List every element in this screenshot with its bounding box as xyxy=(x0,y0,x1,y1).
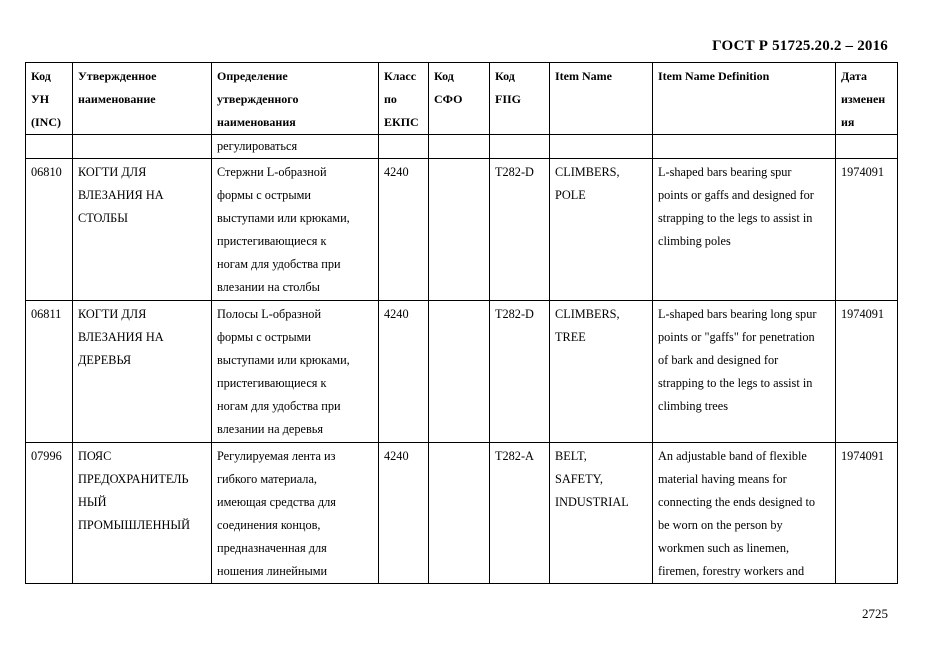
item-name-cell: CLIMBERS, TREE xyxy=(550,301,653,443)
header-row xyxy=(26,63,898,135)
item-definition-cell: An adjustable band of flexible material having means for connecting the ends designed to be worn on the person by workmen such as linemen, firemen, forestry workers and xyxy=(653,443,836,584)
col-header-date: Дата изменен ия xyxy=(836,63,898,135)
sfo-cell xyxy=(429,301,490,443)
continuation-row xyxy=(26,135,898,159)
class-cell: 4240 xyxy=(379,159,429,301)
col-header-definition: Определение утвержденного наименования xyxy=(212,63,379,135)
date-cell: 1974091 xyxy=(836,443,898,584)
col-header-item-definition: Item Name Definition xyxy=(653,63,836,135)
col-header-item-name: Item Name xyxy=(550,63,653,135)
name-cell: КОГТИ ДЛЯ ВЛЕЗАНИЯ НА ДЕРЕВЬЯ xyxy=(73,301,212,443)
inc-cell: 06811 xyxy=(26,301,73,443)
definition-cell: Стержни L-образной формы с острыми выступами или крюками, пристегивающиеся к ногам для удобства при влезании на столбы xyxy=(212,159,379,301)
class-cell: 4240 xyxy=(379,301,429,443)
page-number: 2725 xyxy=(862,606,888,621)
class-cell: 4240 xyxy=(379,443,429,584)
definition-cell: Полосы L-образной формы с острыми выступами или крюками, пристегивающиеся к ногам для удобства при влезании на деревья xyxy=(212,301,379,443)
col-header-inc: Код УН (INC) xyxy=(26,63,73,135)
sfo-cell xyxy=(429,443,490,584)
name-cell: ПОЯС ПРЕДОХРАНИТЕЛЬ НЫЙ ПРОМЫШЛЕННЫЙ xyxy=(73,443,212,584)
definition-cell: Регулируемая лента из гибкого материала, имеющая средства для соединения концов, предназначенная для ношения линейными xyxy=(212,443,379,584)
item-name-cell: CLIMBERS, POLE xyxy=(550,159,653,301)
inc-cell: 07996 xyxy=(26,443,73,584)
fiig-cell: T282-D xyxy=(490,301,550,443)
sfo-cell xyxy=(429,159,490,301)
item-definition-cell: L-shaped bars bearing spur points or gaffs and designed for strapping to the legs to assist in climbing poles xyxy=(653,159,836,301)
catalog-table xyxy=(25,62,898,584)
col-header-name: Утвержденное наименование xyxy=(73,63,212,135)
col-header-sfo: Код СФО xyxy=(429,63,490,135)
col-header-fiig: Код FIIG xyxy=(490,63,550,135)
date-cell: 1974091 xyxy=(836,301,898,443)
table-row xyxy=(26,159,898,301)
item-name-cell: BELT, SAFETY, INDUSTRIAL xyxy=(550,443,653,584)
continuation-definition: регулироваться xyxy=(212,135,379,159)
fiig-cell: T282-A xyxy=(490,443,550,584)
document-code: ГОСТ Р 51725.20.2 – 2016 xyxy=(712,38,888,54)
name-cell: КОГТИ ДЛЯ ВЛЕЗАНИЯ НА СТОЛБЫ xyxy=(73,159,212,301)
item-definition-cell: L-shaped bars bearing long spur points or "gaffs" for penetration of bark and designed for strapping to the legs to assist in climbing trees xyxy=(653,301,836,443)
inc-cell: 06810 xyxy=(26,159,73,301)
table-row xyxy=(26,443,898,584)
fiig-cell: T282-D xyxy=(490,159,550,301)
table-row xyxy=(26,301,898,443)
date-cell: 1974091 xyxy=(836,159,898,301)
col-header-class: Класс по ЕКПС xyxy=(379,63,429,135)
